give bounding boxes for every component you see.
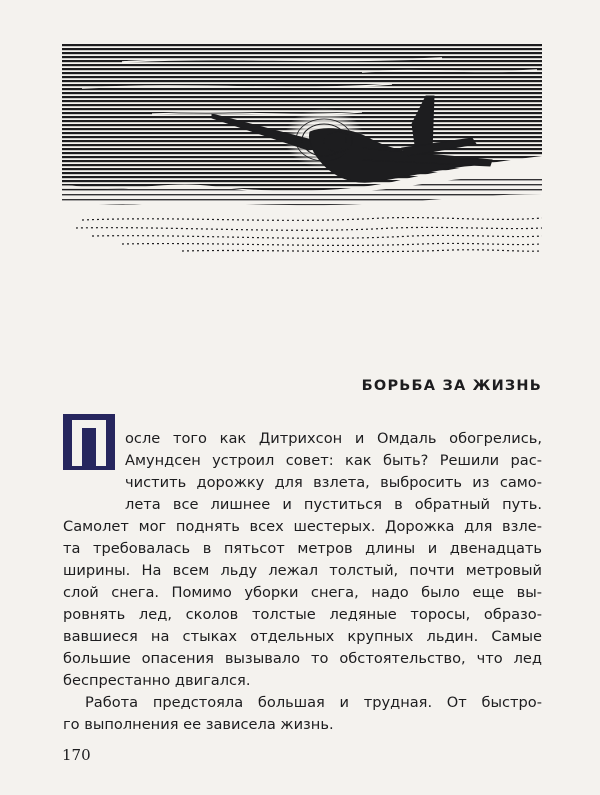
text-line: Самолет мог поднять всех шестерых. Дорожка для взле-	[63, 518, 542, 535]
text-line: та требовалась в пятьсот метров длины и двенадцать	[63, 540, 542, 557]
drop-cap	[63, 414, 115, 470]
text-line: Работа предстояла большая и трудная. От быстро-	[85, 694, 542, 711]
text-line: лета все лишнее и пуститься в обратный путь.	[125, 496, 542, 513]
text-line: Амундсен устроил совет: как быть? Решили рас-	[125, 452, 542, 469]
text-line: ширины. На всем льду лежал толстый, почти метровый	[63, 562, 542, 579]
airplane-illustration	[62, 44, 542, 256]
chapter-title: БОРЬБА ЗА ЖИЗНЬ	[361, 378, 542, 394]
text-line: слой снега. Помимо уборки снега, надо было еще вы-	[63, 584, 542, 601]
text-line: го выполнения ее зависела жизнь.	[63, 716, 334, 733]
drop-cap-letter-p	[63, 414, 115, 470]
text-line: чистить дорожку для взлета, выбросить из само-	[125, 474, 542, 491]
page-number: 170	[62, 746, 91, 764]
text-line: большие опасения вызывало то обстоятельство, что лед	[63, 650, 542, 667]
text-line: вавшиеся на стыках отдельных крупных льдин. Самые	[63, 628, 542, 645]
text-line: ровнять лед, сколов толстые ледяные торосы, образо-	[63, 606, 542, 623]
text-line: беспрестанно двигался.	[63, 672, 251, 689]
text-line: осле того как Дитрихсон и Омдаль обогрелись,	[125, 430, 542, 447]
